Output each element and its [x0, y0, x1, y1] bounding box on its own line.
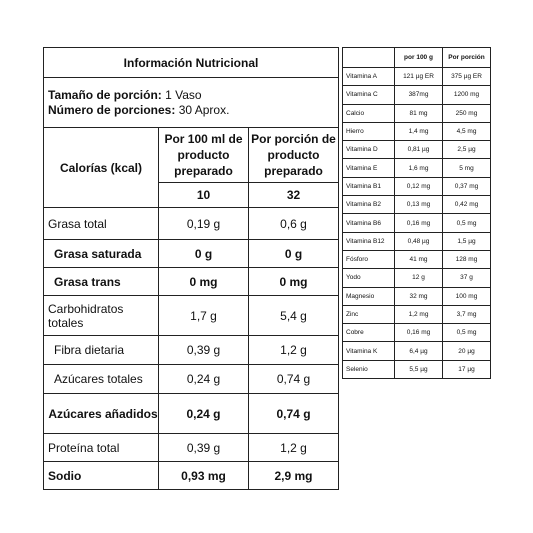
row-label: Carbohidratos totales	[44, 296, 159, 336]
column-header-portion: Por porción	[443, 48, 491, 68]
nutrient-value-portion: 100 mg	[443, 287, 491, 305]
table-row	[343, 104, 491, 122]
nutrient-value-100g: 0,81 µg	[395, 141, 443, 159]
row-label: Proteína total	[44, 434, 159, 462]
row-value-100ml: 1,7 g	[159, 296, 249, 336]
table-row	[343, 177, 491, 195]
row-label: Grasa trans	[44, 268, 159, 296]
row-value-portion: 1,2 g	[249, 336, 339, 365]
nutrient-value-portion: 0,5 mg	[443, 214, 491, 232]
nutrient-value-100g: 121 µg ER	[395, 68, 443, 86]
nutrition-facts-table	[43, 47, 339, 490]
nutrient-name: Magnesio	[343, 287, 395, 305]
table-row	[343, 342, 491, 360]
row-value-100ml: 0,24 g	[159, 394, 249, 434]
nutrient-value-100g: 12 g	[395, 269, 443, 287]
nutrient-value-100g: 5,5 µg	[395, 360, 443, 378]
calories-portion: 32	[249, 183, 339, 208]
table-row	[44, 434, 339, 462]
table-row	[44, 336, 339, 365]
row-label: Grasa saturada	[44, 240, 159, 268]
table-row	[343, 68, 491, 86]
nutrient-name: Hierro	[343, 122, 395, 140]
nutrient-value-100g: 6,4 µg	[395, 342, 443, 360]
table-row	[44, 394, 339, 434]
nutrient-name: Yodo	[343, 269, 395, 287]
nutrient-name: Vitamina B6	[343, 214, 395, 232]
nutrient-value-100g: 81 mg	[395, 104, 443, 122]
nutrient-value-100g: 0,16 mg	[395, 214, 443, 232]
table-row	[343, 324, 491, 342]
table-row	[343, 305, 491, 323]
nutrient-value-portion: 20 µg	[443, 342, 491, 360]
nutrient-name: Vitamina B1	[343, 177, 395, 195]
nutrient-value-portion: 128 mg	[443, 250, 491, 268]
row-value-portion: 0,74 g	[249, 394, 339, 434]
table-row	[44, 208, 339, 240]
row-label: Fibra dietaria	[44, 336, 159, 365]
table-row	[343, 214, 491, 232]
table-row	[343, 86, 491, 104]
nutrient-value-100g: 387mg	[395, 86, 443, 104]
table-row	[343, 122, 491, 140]
table-row	[44, 462, 339, 490]
nutrient-value-portion: 2,5 µg	[443, 141, 491, 159]
nutrient-value-100g: 0,13 mg	[395, 196, 443, 214]
nutrition-title: Información Nutricional	[44, 48, 339, 78]
column-header-portion: Por porción de producto preparado	[249, 128, 339, 183]
table-row	[343, 196, 491, 214]
nutrient-value-portion: 0,42 mg	[443, 196, 491, 214]
table-row	[44, 365, 339, 394]
nutrient-value-100g: 1,6 mg	[395, 159, 443, 177]
table-row	[343, 360, 491, 378]
table-row	[343, 159, 491, 177]
table-row	[343, 232, 491, 250]
calories-100ml: 10	[159, 183, 249, 208]
row-value-portion: 1,2 g	[249, 434, 339, 462]
nutrient-name: Vitamina C	[343, 86, 395, 104]
table-row	[343, 287, 491, 305]
table-row	[44, 268, 339, 296]
nutrient-value-portion: 1,5 µg	[443, 232, 491, 250]
nutrient-value-portion: 5 mg	[443, 159, 491, 177]
nutrient-value-100g: 1,4 mg	[395, 122, 443, 140]
nutrient-name: Vitamina E	[343, 159, 395, 177]
row-label: Grasa total	[44, 208, 159, 240]
servings-label: Número de porciones:	[48, 102, 176, 117]
row-label: Sodio	[44, 462, 159, 490]
vitamins-header-blank	[343, 48, 395, 68]
nutrient-value-100g: 0,16 mg	[395, 324, 443, 342]
vitamins-minerals-table	[342, 47, 491, 379]
servings-value: 30 Aprox.	[178, 102, 230, 117]
nutrient-name: Fósforo	[343, 250, 395, 268]
nutrient-name: Cobre	[343, 324, 395, 342]
nutrient-name: Vitamina A	[343, 68, 395, 86]
table-row	[343, 141, 491, 159]
row-value-portion: 0 g	[249, 240, 339, 268]
row-value-100ml: 0,24 g	[159, 365, 249, 394]
table-row	[343, 250, 491, 268]
row-value-100ml: 0 mg	[159, 268, 249, 296]
row-value-portion: 5,4 g	[249, 296, 339, 336]
row-label: Azúcares añadidos	[44, 394, 159, 434]
nutrient-value-portion: 1200 mg	[443, 86, 491, 104]
nutrient-name: Vitamina D	[343, 141, 395, 159]
row-value-100ml: 0,93 mg	[159, 462, 249, 490]
table-row	[343, 269, 491, 287]
nutrient-value-portion: 0,5 mg	[443, 324, 491, 342]
row-label: Azúcares totales	[44, 365, 159, 394]
table-row	[44, 240, 339, 268]
column-header-100ml: Por 100 ml de producto preparado	[159, 128, 249, 183]
row-value-100ml: 0,39 g	[159, 336, 249, 365]
nutrient-value-portion: 3,7 mg	[443, 305, 491, 323]
row-value-100ml: 0 g	[159, 240, 249, 268]
nutrient-value-100g: 0,48 µg	[395, 232, 443, 250]
nutrient-value-portion: 17 µg	[443, 360, 491, 378]
serving-info	[44, 78, 339, 128]
nutrient-value-100g: 32 mg	[395, 287, 443, 305]
nutrient-name: Selenio	[343, 360, 395, 378]
column-header-100g: por 100 g	[395, 48, 443, 68]
nutrient-name: Zinc	[343, 305, 395, 323]
row-value-100ml: 0,39 g	[159, 434, 249, 462]
row-value-100ml: 0,19 g	[159, 208, 249, 240]
nutrient-value-portion: 4,5 mg	[443, 122, 491, 140]
nutrient-value-100g: 0,12 mg	[395, 177, 443, 195]
serving-size-value: 1 Vaso	[165, 87, 202, 102]
serving-size-label: Tamaño de porción:	[48, 87, 162, 102]
table-row	[44, 296, 339, 336]
nutrient-value-portion: 37 g	[443, 269, 491, 287]
row-value-portion: 0,74 g	[249, 365, 339, 394]
calories-label: Calorías (kcal)	[44, 128, 159, 208]
nutrient-value-portion: 0,37 mg	[443, 177, 491, 195]
row-value-portion: 0 mg	[249, 268, 339, 296]
nutrient-value-portion: 375 µg ER	[443, 68, 491, 86]
nutrient-name: Calcio	[343, 104, 395, 122]
nutrient-value-100g: 41 mg	[395, 250, 443, 268]
nutrient-value-100g: 1,2 mg	[395, 305, 443, 323]
nutrient-name: Vitamina K	[343, 342, 395, 360]
nutrient-name: Vitamina B2	[343, 196, 395, 214]
row-value-portion: 2,9 mg	[249, 462, 339, 490]
row-value-portion: 0,6 g	[249, 208, 339, 240]
nutrient-value-portion: 250 mg	[443, 104, 491, 122]
nutrient-name: Vitamina B12	[343, 232, 395, 250]
